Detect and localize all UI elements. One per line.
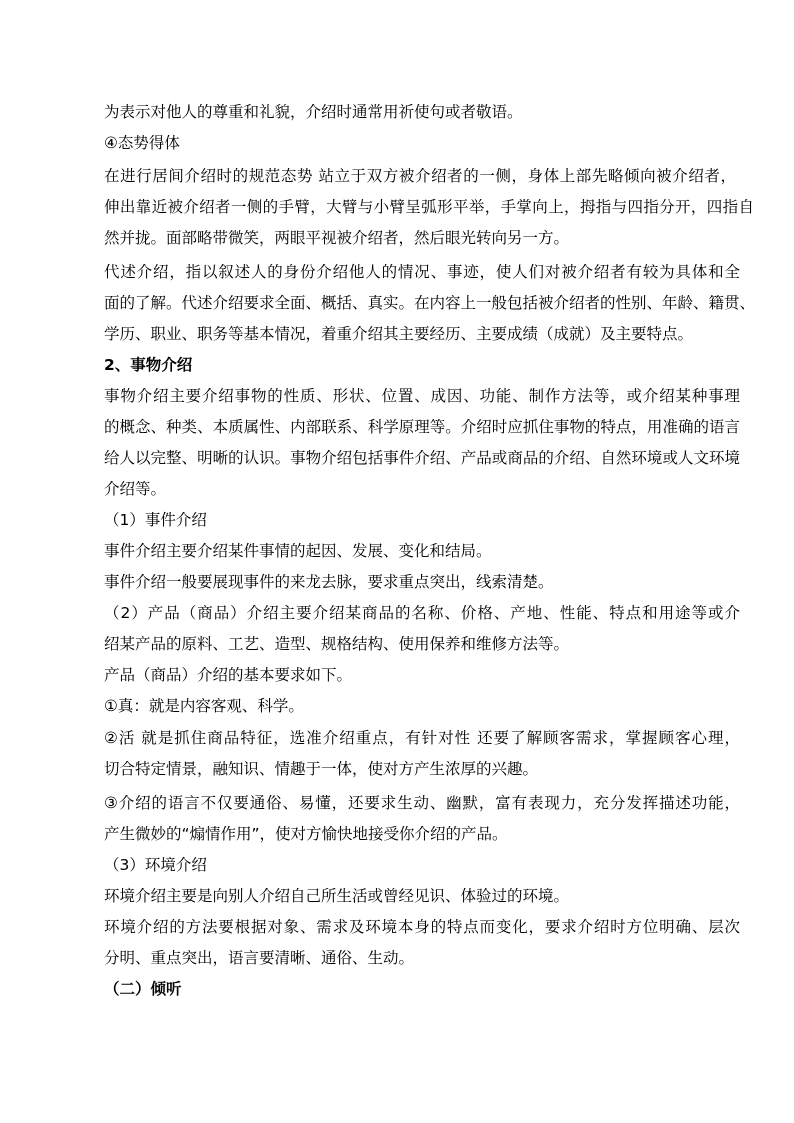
section-heading: 2、事物介绍: [104, 356, 193, 374]
paragraph-line: ②活 就是抓住商品特征，选准介绍重点，有针对性 还要了解顾客需求，掌握顾客心理，: [104, 729, 740, 747]
paragraph-line: 给人以完整、明晰的认识。事物介绍包括事件介绍、产品或商品的介绍、自然环境或人文环境: [104, 449, 740, 467]
paragraph-line: 绍某产品的原料、工艺、造型、规格结构、使用保养和维修方法等。: [104, 635, 570, 653]
paragraph-line: 切合特定情景，融知识、情趣于一体，使对方产生浓厚的兴趣。: [104, 760, 539, 778]
paragraph-line: 然并拢。面部略带微笑，两眼平视被介绍者，然后眼光转向另一方。: [104, 229, 570, 247]
paragraph-line: 代述介绍，指以叙述人的身份介绍他人的情况、事迹，使人们对被介绍者有较为具体和全: [104, 263, 740, 281]
paragraph-line: 环境介绍的方法要根据对象、需求及环境本身的特点而变化，要求介绍时方位明确、层次: [104, 918, 740, 936]
paragraph-line: ①真：就是内容客观、科学。: [104, 697, 304, 715]
paragraph-line: 事件介绍主要介绍某件事情的起因、发展、变化和结局。: [104, 542, 492, 560]
paragraph-line: 面的了解。代述介绍要求全面、概括、真实。在内容上一般包括被介绍者的性别、年龄、籍贯、: [104, 294, 756, 312]
paragraph-line: 环境介绍主要是向别人介绍自己所生活或曾经见识、体验过的环境。: [104, 887, 570, 905]
paragraph-line: （2）产品（商品）介绍主要介绍某商品的名称、价格、产地、性能、特点和用途等或介: [104, 604, 740, 622]
paragraph-line: 的概念、种类、本质属性、内部联系、科学原理等。介绍时应抓住事物的特点，用准确的语言: [104, 418, 740, 436]
paragraph-line: 产品（商品）介绍的基本要求如下。: [104, 666, 353, 684]
subheading-line: （3）环境介绍: [104, 856, 207, 874]
paragraph-line: 事物介绍主要介绍事物的性质、形状、位置、成因、功能、制作方法等，或介绍某种事理: [104, 387, 740, 405]
paragraph-line: 产生微妙的“煽情作用”，使对方愉快地接受你介绍的产品。: [104, 825, 508, 843]
paragraph-line: 在进行居间介绍时的规范态势 站立于双方被介绍者的一侧，身体上部先略倾向被介绍者，: [104, 167, 736, 185]
paragraph-line: 介绍等。: [104, 480, 167, 498]
subheading-line: ④态势得体: [104, 134, 180, 152]
paragraph-line: 为表示对他人的尊重和礼貌，介绍时通常用祈使句或者敬语。: [104, 103, 523, 121]
paragraph-line: 分明、重点突出，语言要清晰、通俗、生动。: [104, 949, 415, 967]
paragraph-line: ③介绍的语言不仅要通俗、易懂，还要求生动、幽默，富有表现力，充分发挥描述功能，: [104, 794, 740, 812]
paragraph-line: 事件介绍一般要展现事件的来龙去脉，要求重点突出，线索清楚。: [104, 573, 554, 591]
paragraph-line: 伸出靠近被介绍者一侧的手臂，大臂与小臂呈弧形平举，手掌向上，拇指与四指分开，四指自: [104, 198, 754, 216]
subheading-line: （1）事件介绍: [104, 511, 207, 529]
paragraph-line: 学历、职业、职务等基本情况，着重介绍其主要经历、主要成绩（成就）及主要特点。: [104, 325, 694, 343]
section-heading: （二）倾听: [104, 980, 182, 998]
